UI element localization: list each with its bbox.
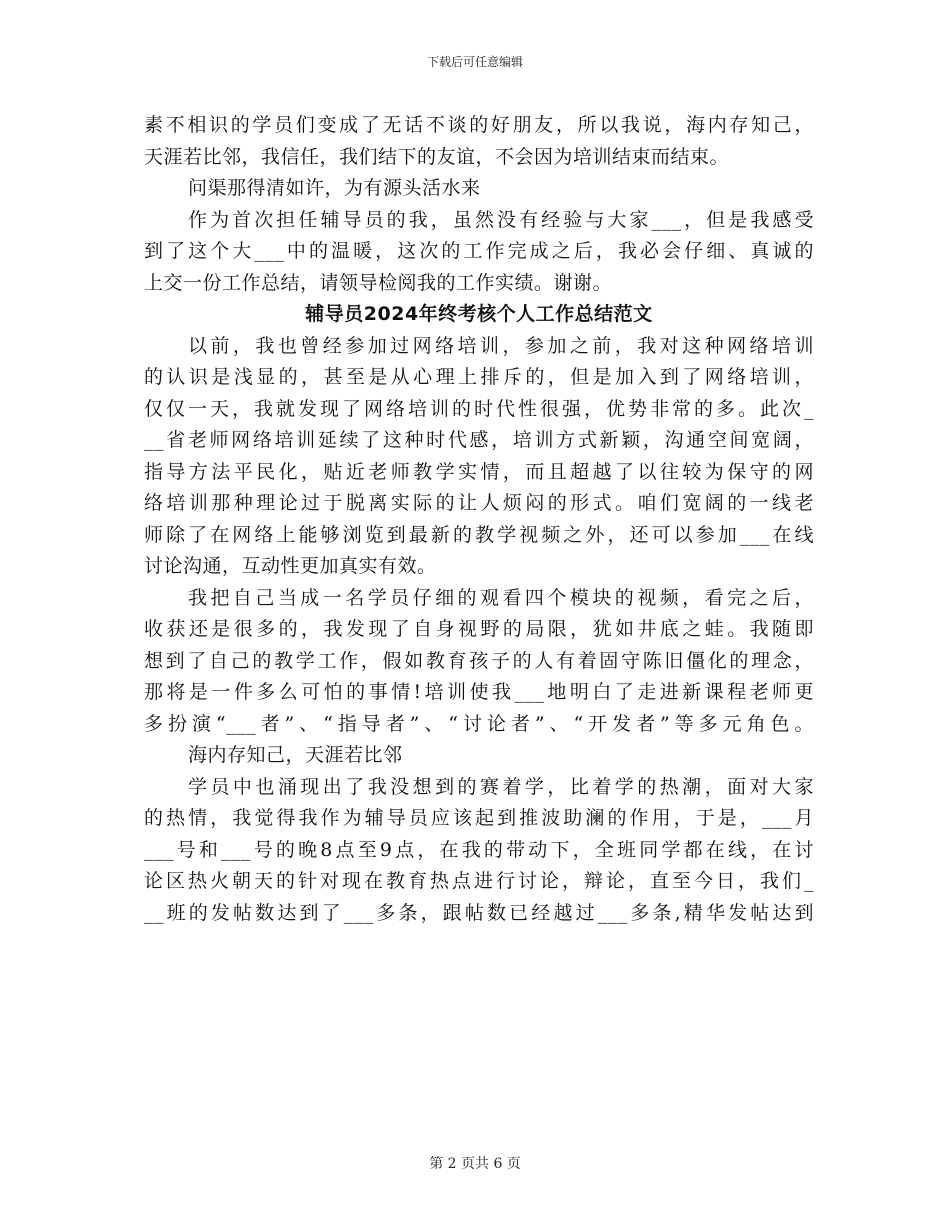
body-line: 收获还是很多的，我发现了自身视野的局限，犹如井底之蛙。我随即: [144, 618, 814, 640]
body-line: 素不相识的学员们变成了无话不谈的好朋友，所以我说，海内存知己，: [144, 114, 814, 136]
section-heading: 辅导员2024年终考核个人工作总结范文: [305, 303, 653, 325]
body-line: 上交一份工作总结，请领导检阅我的工作实绩。谢谢。: [144, 271, 613, 294]
body-line: 指导方法平民化，贴近老师教学实情，而且超越了以往较为保守的网: [144, 460, 814, 483]
body-line: 想到了自己的教学工作，假如教育孩子的人有着固守陈旧僵化的理念，: [144, 649, 814, 672]
body-line: 那将是一件多么可怕的事情!培训使我___地明白了走进新课程老师更: [144, 681, 814, 703]
body-line: 问渠那得清如许，为有源头活水来: [188, 177, 481, 199]
body-line: 以前，我也曾经参加过网络培训，参加之前，我对这种网络培训: [188, 334, 814, 357]
body-line: 讨论沟通，互动性更加真实有效。: [144, 555, 437, 577]
body-line: 仅仅一天，我就发现了网络培训的时代性很强，优势非常的多。此次_: [144, 397, 814, 420]
body-line: 天涯若比邻，我信任，我们结下的友谊，不会因为培训结束而结束。: [144, 145, 730, 168]
page-number: 第 2 页共 6 页: [429, 1156, 521, 1172]
body-line: __班的发帖数达到了___多条，跟帖数已经越过___多条,精华发帖达到: [144, 901, 814, 924]
body-line: 论区热火朝天的针对现在教育热点进行讨论，辩论，直至今日，我们_: [144, 870, 814, 892]
body-line: ___号和___号的晚8点至9点，在我的带动下，全班同学都在线，在讨: [144, 838, 814, 861]
page-header: 下载后可任意编辑: [426, 55, 523, 69]
body-line: 络培训那种理论过于脱离实际的让人烦闷的形式。咱们宽阔的一线老: [144, 492, 814, 514]
body-line: 到了这个大___中的温暖，这次的工作完成之后，我必会仔细、真诚的: [144, 240, 814, 262]
body-line: 海内存知己，天涯若比邻: [188, 744, 403, 766]
body-line: 的热情，我觉得我作为辅导员应该起到推波助澜的作用，于是，___月: [144, 807, 814, 829]
body-line: 多扮演“___者”、“指导者”、“讨论者”、“开发者”等多元角色。: [144, 712, 814, 735]
body-line: 作为首次担任辅导员的我，虽然没有经验与大家___，但是我感受: [188, 208, 814, 231]
body-line: 师除了在网络上能够浏览到最新的教学视频之外，还可以参加___在线: [144, 523, 814, 546]
body-line: 学员中也涌现出了我没想到的赛着学，比着学的热潮，面对大家: [188, 775, 814, 798]
body-line: __省老师网络培训延续了这种时代感，培训方式新颖，沟通空间宽阔，: [144, 429, 814, 451]
document-body: [144, 110, 814, 929]
body-line: 的认识是浅显的，甚至是从心理上排斥的，但是加入到了网络培训，: [144, 366, 814, 388]
body-line: 我把自己当成一名学员仔细的观看四个模块的视频，看完之后，: [188, 586, 814, 609]
